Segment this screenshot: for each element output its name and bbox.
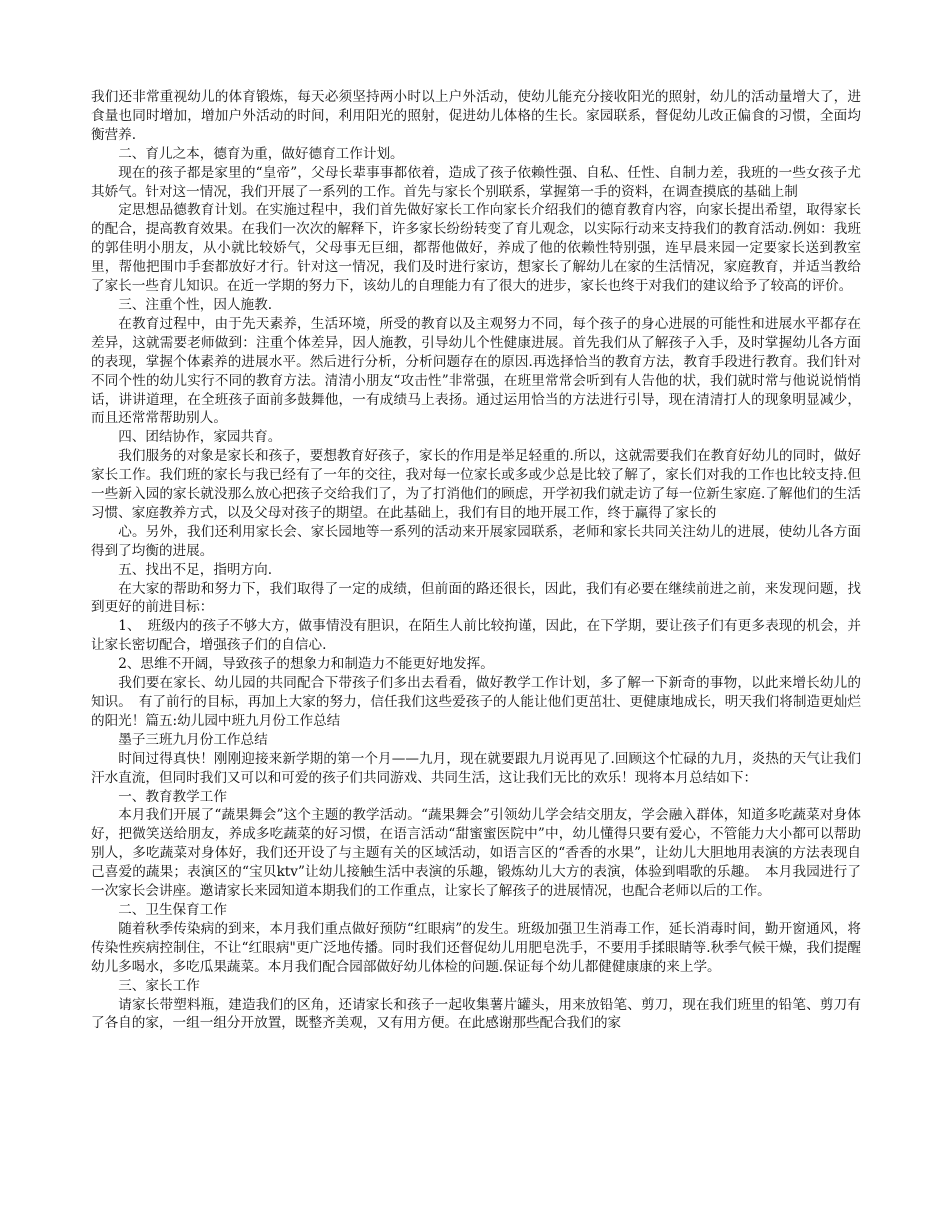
body-paragraph: 我们要在家长、幼儿园的共同配合下带孩子们多出去看看，做好教学工作计划，多了解一下新奇的事物，以此来增长幼儿的知识。 有了前行的目标，再加上大家的努力，信任我们这些爱孩子的人能让他们更茁壮、更健康地成长，明天我们将制造更灿烂的阳光！篇五:幼儿园中班九月份工作总结 — [91, 675, 861, 729]
body-paragraph: 现在的孩子都是家里的“皇帝”，父母长辈事事都依着，造成了孩子依赖性强、自私、任性、自制力差，我班的一些女孩子尤其娇气。针对这一情况，我们开展了一系列的工作。首先与家长个别联系，掌握第一手的资料，在调查摸底的基础上制 — [91, 164, 861, 200]
section-heading-moral-education: 二、育儿之本，德育为重，做好德育工作计划。 — [118, 145, 404, 162]
body-paragraph: 时间过得真快！刚刚迎接来新学期的第一个月——九月，现在就要跟九月说再见了.回顾这个忙碌的九月，炎热的天气让我们汗水直流，但同时我们又可以和可爱的孩子们共同游戏、共同生活，这让我们无比的欢乐！现将本月总结如下： — [91, 750, 861, 786]
section-heading-teaching: 一、教育教学工作 — [118, 788, 227, 805]
body-paragraph: 心。另外，我们还利用家长会、家长园地等一系列的活动来开展家园联系，老师和家长共同关注幼儿的进展，使幼儿各方面得到了均衡的进展。 — [91, 523, 861, 559]
body-paragraph: 我们服务的对象是家长和孩子，要想教育好孩子，家长的作用是举足轻重的.所以，这就需要我们在教育好幼儿的同时，做好家长工作。我们班的家长与我已经有了一年的交往，我对每一位家长或多或少总是比较了解了，家长们对我的工作也比较支持.但一些新入园的家长就没那么放心把孩子交给我们了，为了打消他们的顾虑，开学初我们就走访了每一位新生家庭.了解他们的生活习惯、家庭教养方式，以及父母对孩子的期望。在此基础上，我们有目的地开展工作，终于赢得了家长的 — [91, 448, 861, 521]
body-paragraph: 本月我们开展了“蔬果舞会”这个主题的教学活动。“蔬果舞会”引领幼儿学会结交朋友，学会融入群体，知道多吃蔬菜对身体好，把微笑送给朋友，养成多吃蔬菜的好习惯，在语言活动“甜蜜蜜医院中”中，幼儿懂得只要有爱心，不管能力大小都可以帮助别人，多吃蔬菜对身体好，我们还开设了与主题有关的区域活动，如语言区的“香香的水果”，让幼儿大胆地用表演的方法表现自己喜爱的蔬果；表演区的“宝贝ktv”让幼儿接触生活中表演的乐趣，锻炼幼儿大方的表演，体验到唱歌的乐趣。 本月我园进行了一次家长会讲座。邀请家长来园知道本期我们的工作重点，让家长了解孩子的进展情况，也配合老师以后的工作。 — [91, 807, 861, 900]
list-item: 2、思维不开阔，导致孩子的想象力和制造力不能更好地发挥。 — [118, 656, 494, 673]
body-paragraph: 在教育过程中，由于先天素养，生活环境，所受的教育以及主观努力不同，每个孩子的身心进展的可能性和进展水平都存在差异，这就需要老师做到：注重个体差异，因人施教，引导幼儿个性健康进展。首先我们从了解孩子入手，及时掌握幼儿各方面的表现，掌握个体素养的进展水平。然后进行分析，分析问题存在的原因.再选择恰当的教育方法，教育手段进行教育。我们针对不同个性的幼儿实行不同的教育方法。清清小朋友“攻击性”非常强，在班里常常会听到有人告他的状，我们就时常与他说说悄悄话，讲讲道理，在全班孩子面前多鼓舞他，一有成绩马上表扬。通过运用恰当的方法进行引导，现在清清打人的现象明显减少，而且还常常帮助别人。 — [91, 315, 861, 427]
section-heading-hygiene: 二、卫生保育工作 — [118, 901, 227, 918]
body-paragraph: 我们还非常重视幼儿的体育锻炼，每天必须坚持两小时以上户外活动，使幼儿能充分接收阳光的照射，幼儿的活动量增大了，进食量也同时增加，增加户外活动的时间，利用阳光的照射，促进幼儿体格的生长。家园联系，督促幼儿改正偏食的习惯，全面均衡营养. — [91, 89, 861, 143]
body-paragraph: 在大家的帮助和努力下，我们取得了一定的成绩，但前面的路还很长，因此，我们有必要在继续前进之前，来发现问题，找到更好的前进目标： — [91, 580, 861, 616]
body-paragraph: 随着秋季传染病的到来，本月我们重点做好预防“红眼病”的发生。班级加强卫生消毒工作，延长消毒时间，勤开窗通风，将传染性疾病控制住，不让“红眼病"更广泛地传播。同时我们还督促幼儿用肥皂洗手，不要用手揉眼睛等.秋季气候干燥，我们提醒幼儿多喝水，多吃瓜果蔬菜。本月我们配合园部做好幼儿体检的问题.保证每个幼儿都健健康康的来上学。 — [91, 920, 861, 975]
section-heading-individuality: 三、注重个性，因人施教. — [118, 296, 273, 313]
document-page — [91, 88, 861, 1033]
document-subtitle: 墨子三班九月份工作总结 — [118, 731, 268, 748]
body-paragraph: 请家长带塑料瓶，建造我们的区角，还请家长和孩子一起收集薯片罐头，用来放铅笔、剪刀，现在我们班里的铅笔、剪刀有了各自的家，一组一组分开放置，既整齐美观，又有用方便。在此感谢那些配合我们的家 — [91, 996, 861, 1032]
list-item: 1、 班级内的孩子不够大方，做事情没有胆识，在陌生人前比较拘谨，因此，在下学期，要让孩子们有更多表现的机会，并让家长密切配合，增强孩子们的自信心. — [91, 618, 861, 654]
section-heading-cooperation: 四、团结协作，家园共育。 — [118, 429, 282, 446]
body-paragraph: 定思想品德教育计划。在实施过程中，我们首先做好家长工作向家长介绍我们的德育教育内容，向家长提出希望，取得家长的配合，提高教育效果。在我们一次次的解释下，许多家长纷纷转变了育儿观念，以实际行动来支持我们的教育活动.例如：我班的郭佳明小朋友，从小就比较娇气，父母事无巨细，都帮他做好，养成了他的依赖性特别强，连早晨来园一定要家长送到教室里，帮他把围巾手套都放好才行。针对这一情况，我们及时进行家访，想家长了解幼儿在家的生活情况，家庭教育，并适当教给了家长一些育儿知识。在近一学期的努力下，该幼儿的自理能力有了很大的进步，家长也终于对我们的建议给予了较高的评价。 — [91, 202, 861, 295]
section-heading-shortcomings: 五、找出不足，指明方向. — [118, 561, 273, 578]
section-heading-parents: 三、家长工作 — [118, 977, 200, 994]
